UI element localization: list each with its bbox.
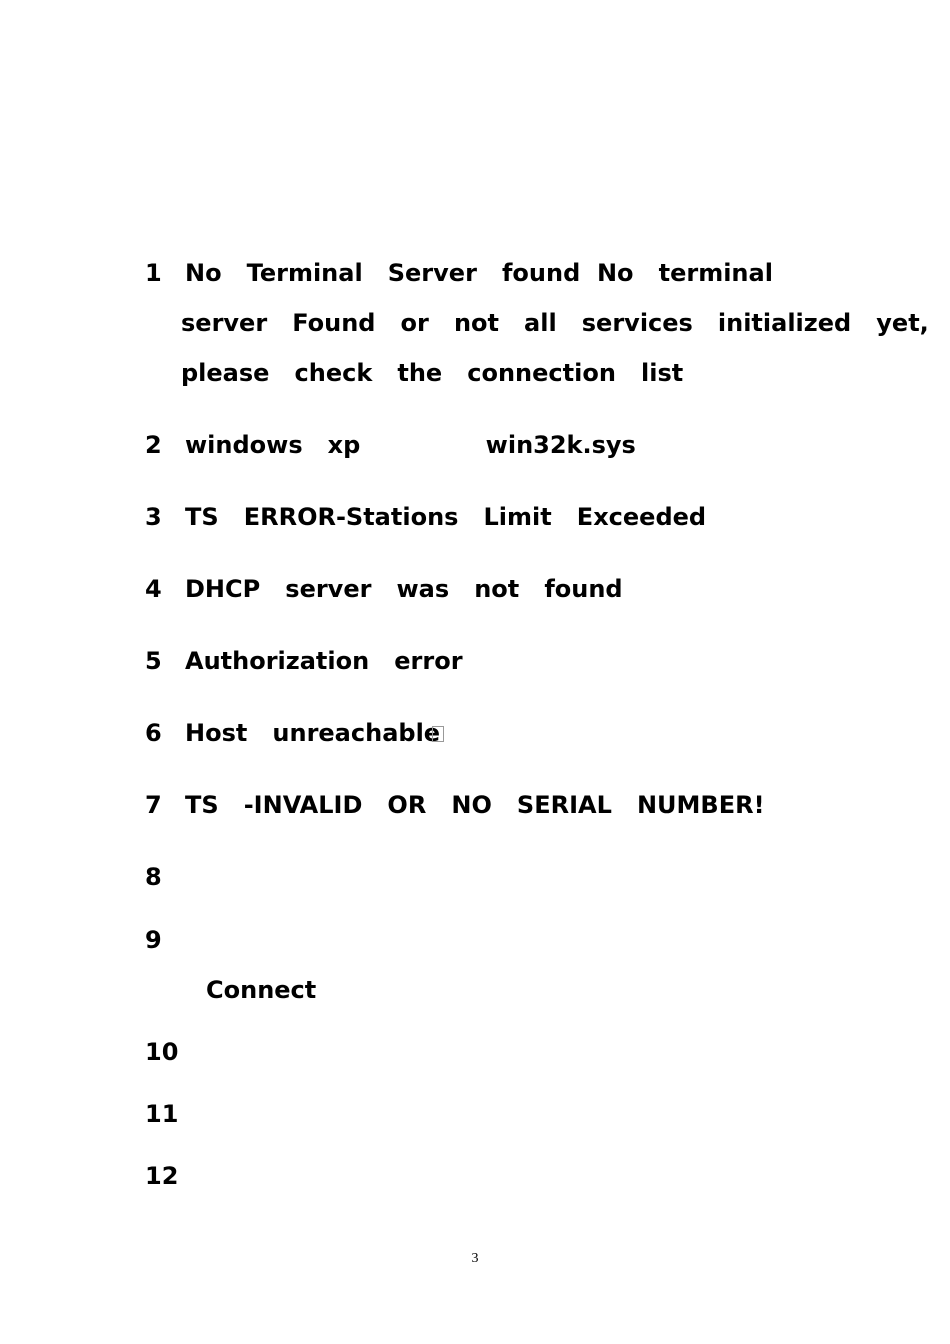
item-1-line-3: please check the connection list <box>181 359 684 387</box>
item-11-number: 11 <box>145 1100 179 1128</box>
page-number: 3 <box>471 1251 479 1266</box>
item-6-text <box>185 718 444 748</box>
item-4-text: DHCP server was not found <box>185 575 623 603</box>
missing-glyph-icon <box>432 726 444 742</box>
item-6-label: Host unreachable <box>185 719 441 747</box>
item-6-number: 6 <box>145 719 162 747</box>
item-4-number: 4 <box>145 575 162 603</box>
item-7-text: TS -INVALID OR NO SERIAL NUMBER! <box>185 791 765 819</box>
item-9-subtext: Connect <box>206 976 317 1004</box>
item-1-line-2: server Found or not all services initialized yet, <box>181 309 929 337</box>
item-9-number: 9 <box>145 926 162 954</box>
item-3-text: TS ERROR-Stations Limit Exceeded <box>185 503 707 531</box>
item-7-number: 7 <box>145 791 162 819</box>
item-10-number: 10 <box>145 1038 179 1066</box>
item-3-number: 3 <box>145 503 162 531</box>
item-1-line-1: No Terminal Server found No terminal <box>185 259 773 287</box>
item-5-text: Authorization error <box>185 647 463 675</box>
item-8-number: 8 <box>145 863 162 891</box>
item-2-number: 2 <box>145 431 162 459</box>
item-5-number: 5 <box>145 647 162 675</box>
item-1-number: 1 <box>145 259 162 287</box>
item-2-text: windows xp win32k.sys <box>185 431 636 459</box>
item-12-number: 12 <box>145 1162 179 1190</box>
